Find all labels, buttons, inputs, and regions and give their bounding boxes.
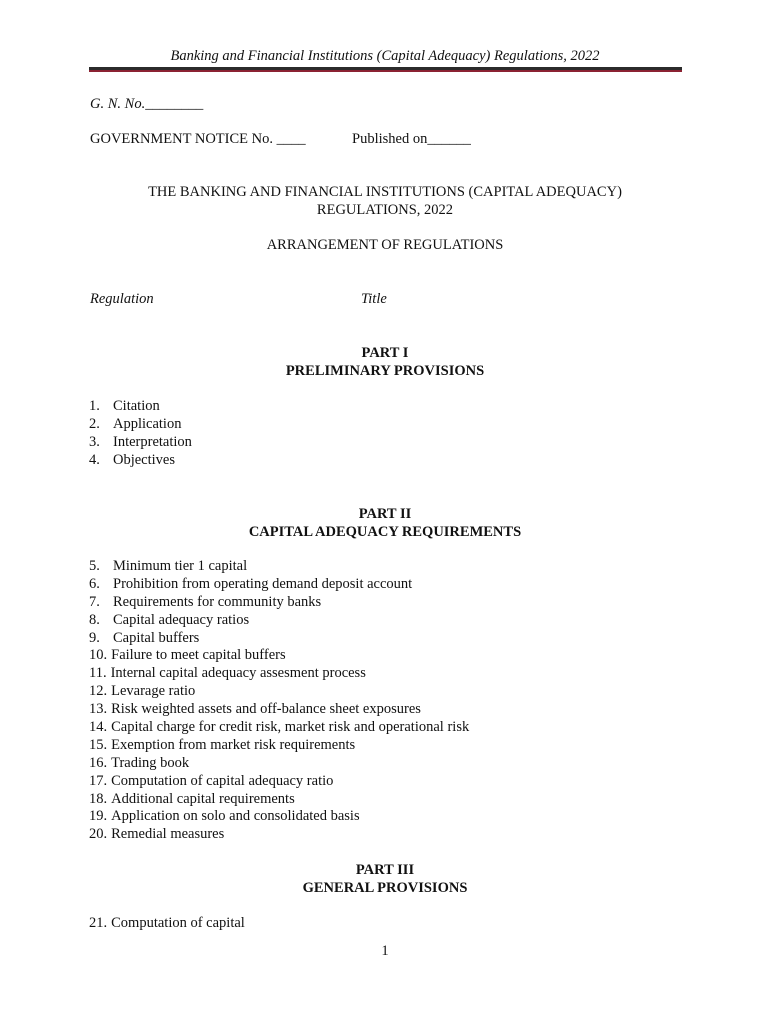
part-2-number: PART II [358, 506, 412, 522]
list-item: 13. Risk weighted assets and off-balance sheet exposures [89, 701, 421, 718]
document-title-line1: THE BANKING AND FINANCIAL INSTITUTIONS (CAPITAL ADEQUACY) [148, 184, 622, 200]
list-item: 17. Computation of capital adequacy ratio [89, 772, 334, 789]
list-item: 10. Failure to meet capital buffers [89, 647, 286, 664]
list-item: 16. Trading book [89, 754, 190, 771]
part-1-list [89, 398, 192, 470]
list-item: 18. Additional capital requirements [89, 790, 295, 807]
part-2-list [89, 558, 469, 844]
list-item: 5. Minimum tier 1 capital [89, 558, 248, 574]
page-number: 1 [381, 943, 389, 959]
header-rule-red [89, 70, 682, 72]
part-3-number: PART III [355, 862, 415, 878]
list-item: 11. Internal capital adequacy assesment process [89, 665, 366, 682]
part-3-name: GENERAL PROVISIONS [302, 880, 468, 896]
list-item: 1. Citation [89, 398, 160, 414]
list-item: 21. Computation of capital [89, 915, 245, 931]
list-item: 20. Remedial measures [89, 826, 225, 843]
part-1-name: PRELIMINARY PROVISIONS [285, 363, 485, 379]
running-header: Banking and Financial Institutions (Capital Adequacy) Regulations, 2022 [170, 48, 600, 64]
list-item: 2. Application [89, 415, 182, 432]
government-notice: GOVERNMENT NOTICE No. ____ [90, 131, 306, 147]
list-item: 3. Interpretation [89, 433, 192, 450]
list-item: 7. Requirements for community banks [89, 593, 322, 610]
list-item: 9. Capital buffers [89, 629, 200, 646]
part-2-name: CAPITAL ADEQUACY REQUIREMENTS [248, 524, 522, 540]
list-item: 19. Application on solo and consolidated basis [89, 808, 360, 825]
column-regulation: Regulation [90, 291, 154, 307]
list-item: 6. Prohibition from operating demand deposit account [89, 575, 413, 592]
gn-number: G. N. No.________ [90, 96, 204, 112]
arrangement-heading: ARRANGEMENT OF REGULATIONS [266, 237, 504, 253]
document-title-line2: REGULATIONS, 2022 [316, 202, 454, 218]
list-item: 8. Capital adequacy ratios [89, 611, 250, 628]
column-title: Title [361, 291, 387, 307]
list-item: 4. Objectives [89, 451, 176, 468]
list-item: 14. Capital charge for credit risk, market risk and operational risk [89, 719, 470, 736]
list-item: 15. Exemption from market risk requirements [89, 736, 356, 753]
published-on: Published on______ [352, 131, 471, 147]
list-item: 12. Levarage ratio [89, 683, 196, 700]
part-1-number: PART I [361, 345, 409, 361]
part-3-list [89, 915, 245, 933]
